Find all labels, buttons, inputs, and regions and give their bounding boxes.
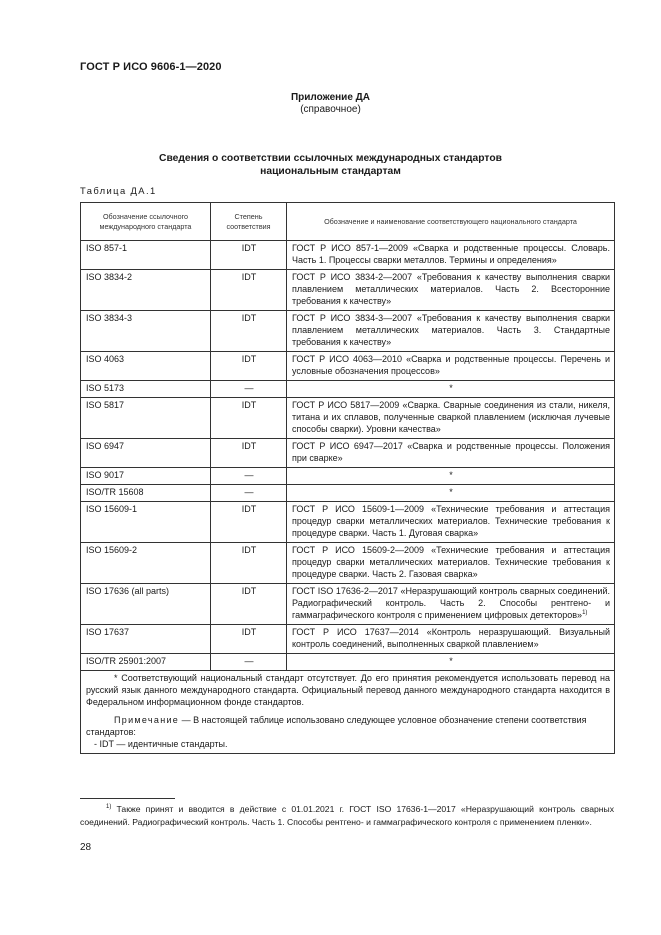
correspondence-table [80, 202, 615, 754]
page-footnote [80, 803, 614, 828]
degree-cell: IDT [211, 270, 287, 311]
degree-cell: IDT [211, 311, 287, 352]
international-standard-cell: ISO 4063 [81, 352, 211, 381]
table-row [81, 502, 615, 543]
national-standard-cell: * [287, 381, 615, 398]
note-item: - IDT — идентичные стандарты. [94, 739, 228, 749]
national-standard-cell: ГОСТ Р ИСО 17637—2014 «Контроль неразрушающий. Визуальный контроль соединений, выполненных сваркой плавлением» [287, 625, 615, 654]
national-standard-cell [287, 584, 615, 625]
footnote-divider [80, 798, 175, 799]
document-code: ГОСТ Р ИСО 9606-1—2020 [80, 61, 222, 73]
table-row [81, 468, 615, 485]
international-standard-cell: ISO 6947 [81, 439, 211, 468]
national-standard-cell: ГОСТ Р ИСО 3834-2—2007 «Требования к качеству выполнения сварки плавлением металлических материалов. Часть 2. Всесторонние требования к качеству» [287, 270, 615, 311]
national-standard-text: ГОСТ ISO 17636-2—2017 «Неразрушающий контроль сварных соединений. Радиографический контроль. Часть 2. Способы рентгено- и гаммаграфического контроля с применением цифровых детекторов» [292, 586, 610, 620]
table-row [81, 241, 615, 270]
national-standard-cell: ГОСТ Р ИСО 4063—2010 «Сварка и родственные процессы. Перечень и условные обозначения процессов» [287, 352, 615, 381]
table-row [81, 485, 615, 502]
national-standard-cell: ГОСТ Р ИСО 5817—2009 «Сварка. Сварные соединения из стали, никеля, титана и их сплавов, полученные сваркой плавлением (исключая лучевые способы сварки). Уровни качества» [287, 398, 615, 439]
annex-title: Приложение ДА [290, 92, 371, 103]
asterisk-note: * Соответствующий национальный стандарт отсутствует. До его принятия рекомендуется использовать перевод на русский язык данного международного стандарта. Официальный перевод данного международного стандарта находится в Федеральном информационном фонде стандартов. [86, 673, 610, 707]
degree-cell: IDT [211, 625, 287, 654]
international-standard-cell: ISO/TR 25901:2007 [81, 654, 211, 671]
page-footnote-marker: 1) [106, 804, 112, 810]
degree-cell: — [211, 381, 287, 398]
annex-heading [0, 92, 661, 116]
degree-cell: IDT [211, 398, 287, 439]
degree-cell: IDT [211, 439, 287, 468]
degree-cell: IDT [211, 502, 287, 543]
degree-cell: IDT [211, 241, 287, 270]
table-footer [81, 671, 615, 754]
header-degree: Степень соответствия [211, 203, 287, 241]
page-footnote-text: Также принят и вводится в действие с 01.01.2021 г. ГОСТ ISO 17636-1—2017 «Неразрушающий контроль сварных соединений. Радиографический контроль. Часть 1. Способы рентгено- и гаммаграфического контроля с применением пленки». [80, 804, 614, 827]
table-row [81, 398, 615, 439]
international-standard-cell: ISO 857-1 [81, 241, 211, 270]
degree-cell: IDT [211, 352, 287, 381]
national-standard-cell: * [287, 485, 615, 502]
international-standard-cell: ISO 17637 [81, 625, 211, 654]
international-standard-cell: ISO 5173 [81, 381, 211, 398]
table-label: Таблица ДА.1 [80, 185, 157, 196]
note-text: — В настоящей таблице использовано следующее условное обозначение степени соответствия стандартов: [86, 715, 587, 737]
international-standard-cell: ISO 3834-2 [81, 270, 211, 311]
international-standard-cell: ISO 15609-2 [81, 543, 211, 584]
table-footer-row [81, 671, 615, 754]
degree-cell: — [211, 654, 287, 671]
national-standard-cell: ГОСТ Р ИСО 15609-1—2009 «Технические требования и аттестация процедур сварки металлических материалов. Технические требования к процедуре сварки. Часть 1. Дуговая сварка» [287, 502, 615, 543]
table-row [81, 584, 615, 625]
section-title-line2: национальным стандартам [260, 166, 401, 177]
annex-subtitle: (справочное) [300, 104, 361, 115]
table-row [81, 352, 615, 381]
national-standard-cell: ГОСТ Р ИСО 15609-2—2009 «Технические требования и аттестация процедур сварки металлических материалов. Технические требования к процедуре сварки. Часть 2. Газовая сварка» [287, 543, 615, 584]
international-standard-cell: ISO 3834-3 [81, 311, 211, 352]
international-standard-cell: ISO 9017 [81, 468, 211, 485]
section-title [0, 152, 661, 178]
table-header-row [81, 203, 615, 241]
table-row [81, 543, 615, 584]
international-standard-cell: ISO 5817 [81, 398, 211, 439]
table-row [81, 439, 615, 468]
national-standard-cell: ГОСТ Р ИСО 6947—2017 «Сварка и родственные процессы. Положения при сварке» [287, 439, 615, 468]
national-standard-cell: ГОСТ Р ИСО 857-1—2009 «Сварка и родственные процессы. Словарь. Часть 1. Процессы сварки металлов. Термины и определения» [287, 241, 615, 270]
header-international-standard: Обозначение ссылочного международного стандарта [81, 203, 211, 241]
international-standard-cell: ISO 15609-1 [81, 502, 211, 543]
page-number: 28 [80, 842, 92, 853]
table-row [81, 270, 615, 311]
national-standard-cell: ГОСТ Р ИСО 3834-3—2007 «Требования к качеству выполнения сварки плавлением металлических материалов. Часть 3. Стандартные требования к качеству» [287, 311, 615, 352]
national-standard-cell: * [287, 654, 615, 671]
national-standard-cell: * [287, 468, 615, 485]
table-row [81, 381, 615, 398]
degree-cell: — [211, 468, 287, 485]
degree-cell: IDT [211, 543, 287, 584]
table-note [86, 714, 610, 738]
section-title-line1: Сведения о соответствии ссылочных международных стандартов [159, 153, 502, 164]
degree-cell: IDT [211, 584, 287, 625]
degree-cell: — [211, 485, 287, 502]
footnote-reference[interactable]: 1) [582, 610, 588, 616]
international-standard-cell: ISO/TR 15608 [81, 485, 211, 502]
header-national-standard: Обозначение и наименование соответствующего национального стандарта [287, 203, 615, 241]
table-row [81, 311, 615, 352]
note-label: Примечание [114, 715, 180, 725]
table-row [81, 654, 615, 671]
table-row [81, 625, 615, 654]
international-standard-cell: ISO 17636 (all parts) [81, 584, 211, 625]
